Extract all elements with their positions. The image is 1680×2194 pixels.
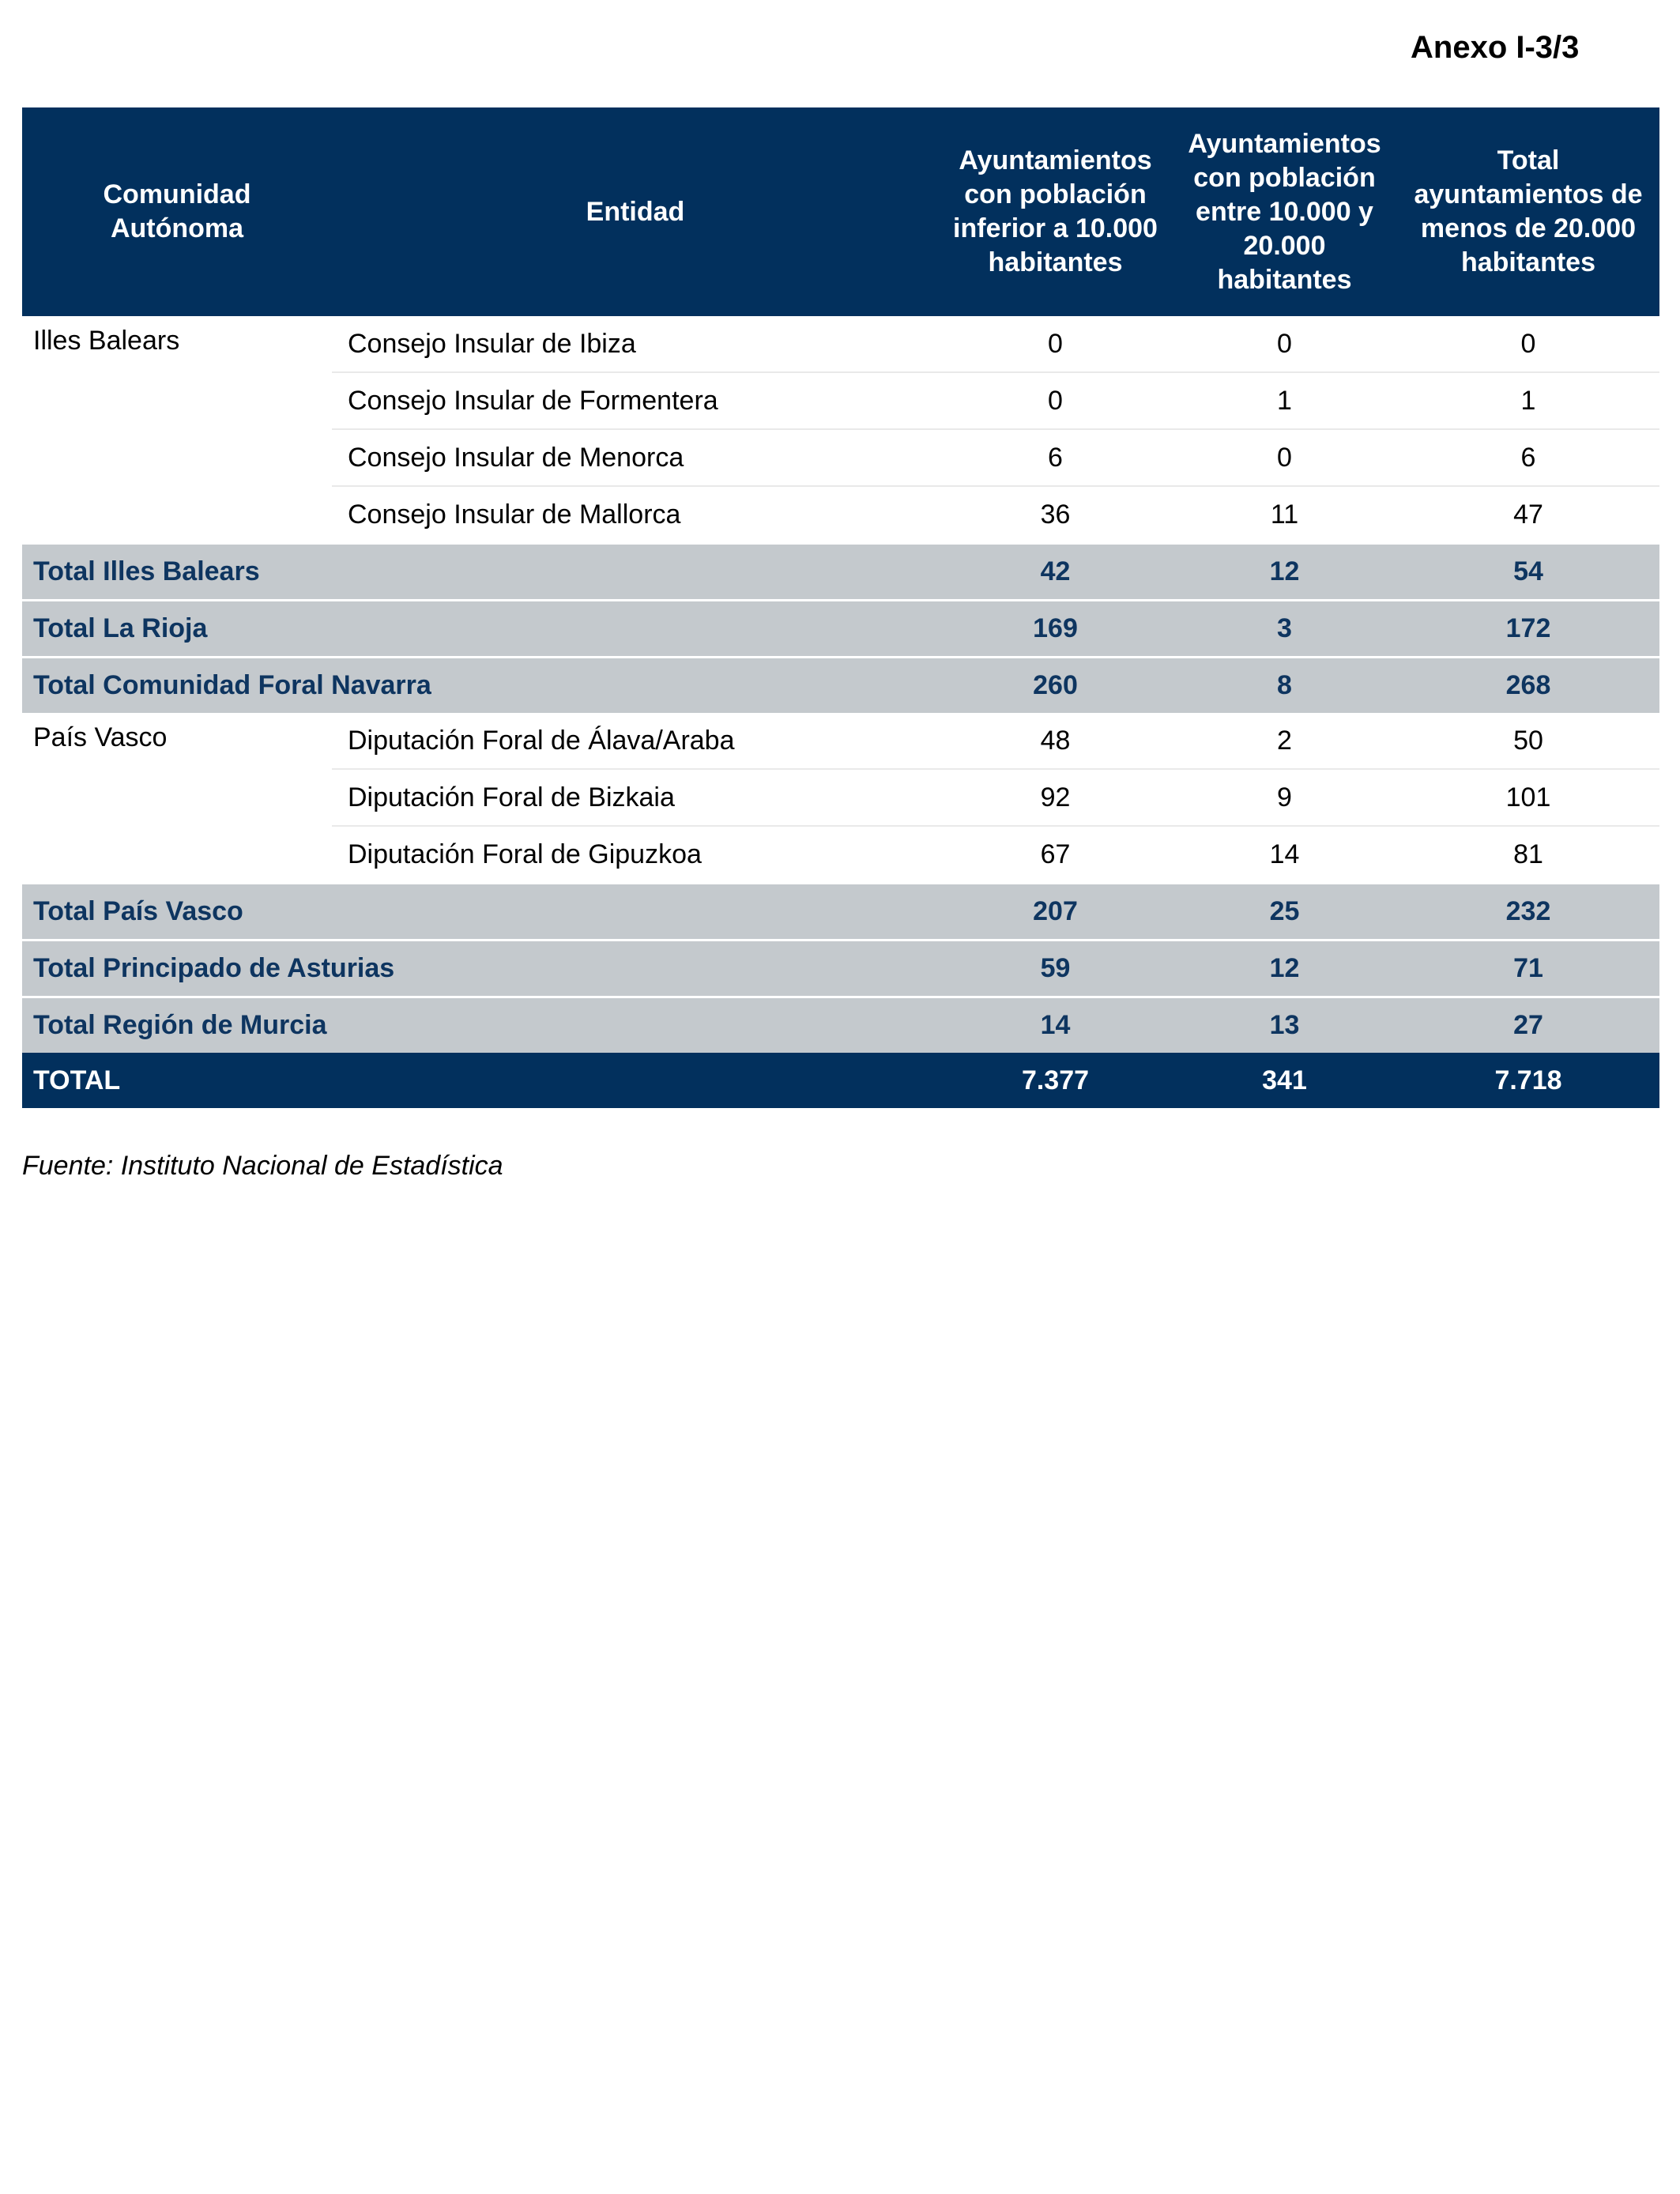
municipalities-table <box>22 107 1659 1108</box>
total-label: Total La Rioja <box>22 601 939 658</box>
total-value: 169 <box>939 601 1172 658</box>
value-cell: 47 <box>1513 499 1543 530</box>
total-row-asturias <box>22 941 1659 997</box>
entity-cell: Consejo Insular de Menorca <box>332 429 939 486</box>
total-value: 260 <box>939 658 1172 714</box>
header-comunidad: Comunidad Autónoma <box>22 107 332 316</box>
grand-total-label: TOTAL <box>22 1053 939 1108</box>
header-total-under-20000: Total ayuntamientos de menos de 20.000 habitantes <box>1397 107 1659 316</box>
header-entidad: Entidad <box>332 107 939 316</box>
total-label: Total Principado de Asturias <box>22 941 939 997</box>
value-cell: 67 <box>1040 839 1071 869</box>
value-cell: 11 <box>1270 499 1299 530</box>
total-value: 207 <box>939 884 1172 941</box>
total-row-pais-vasco <box>22 884 1659 941</box>
table-header-row <box>22 107 1659 316</box>
table-row <box>22 713 1659 769</box>
header-10000-20000: Ayuntamientos con población entre 10.000 y 20.000 habitantes <box>1172 107 1397 316</box>
total-value: 54 <box>1397 544 1659 601</box>
total-label: Total Comunidad Foral Navarra <box>22 658 939 714</box>
total-value: 12 <box>1172 941 1397 997</box>
header-under-10000: Ayuntamientos con población inferior a 10.000 habitantes <box>939 107 1172 316</box>
table-row <box>22 316 1659 372</box>
total-row-la-rioja <box>22 601 1659 658</box>
entity-cell: Diputación Foral de Gipuzkoa <box>348 839 702 869</box>
grand-total-value: 7.718 <box>1397 1053 1659 1108</box>
value-cell: 0 <box>1397 316 1659 372</box>
grand-total-row <box>22 1053 1659 1108</box>
total-value: 268 <box>1397 658 1659 714</box>
total-value: 71 <box>1397 941 1659 997</box>
value-cell: 50 <box>1397 713 1659 769</box>
total-value: 27 <box>1397 997 1659 1054</box>
value-cell: 48 <box>939 713 1172 769</box>
entity-cell: Diputación Foral de Álava/Araba <box>332 713 939 769</box>
total-row-murcia <box>22 997 1659 1054</box>
grand-total-value: 7.377 <box>939 1053 1172 1108</box>
total-value: 25 <box>1172 884 1397 941</box>
value-cell: 1 <box>1172 372 1397 429</box>
value-cell: 92 <box>939 769 1172 826</box>
ca-pais-vasco: País Vasco <box>33 722 168 752</box>
total-value: 14 <box>939 997 1172 1054</box>
total-row-illes-balears <box>22 544 1659 601</box>
total-label: Total Illes Balears <box>22 544 939 601</box>
value-cell: 0 <box>1172 429 1397 486</box>
total-value: 232 <box>1397 884 1659 941</box>
value-cell: 6 <box>1397 429 1659 486</box>
value-cell: 0 <box>1172 316 1397 372</box>
value-cell: 81 <box>1513 839 1543 869</box>
source-note: Fuente: Instituto Nacional de Estadística <box>22 1151 503 1181</box>
value-cell: 1 <box>1397 372 1659 429</box>
entity-cell: Consejo Insular de Formentera <box>332 372 939 429</box>
value-cell: 6 <box>939 429 1172 486</box>
total-value: 13 <box>1172 997 1397 1054</box>
total-value: 3 <box>1172 601 1397 658</box>
value-cell: 9 <box>1172 769 1397 826</box>
total-value: 172 <box>1397 601 1659 658</box>
total-value: 12 <box>1172 544 1397 601</box>
grand-total-value: 341 <box>1172 1053 1397 1108</box>
entity-cell: Consejo Insular de Mallorca <box>348 499 681 530</box>
value-cell: 101 <box>1397 769 1659 826</box>
value-cell: 0 <box>939 372 1172 429</box>
ca-illes-balears: Illes Balears <box>33 326 180 356</box>
total-value: 42 <box>939 544 1172 601</box>
total-label: Total Región de Murcia <box>22 997 939 1054</box>
entity-cell: Diputación Foral de Bizkaia <box>332 769 939 826</box>
value-cell: 0 <box>939 316 1172 372</box>
total-value: 8 <box>1172 658 1397 714</box>
total-label: Total País Vasco <box>22 884 939 941</box>
entity-cell: Consejo Insular de Ibiza <box>332 316 939 372</box>
annex-title: Anexo I-3/3 <box>1411 30 1580 65</box>
total-row-navarra <box>22 658 1659 714</box>
value-cell: 36 <box>1040 499 1071 530</box>
total-value: 59 <box>939 941 1172 997</box>
value-cell: 2 <box>1172 713 1397 769</box>
value-cell: 14 <box>1269 839 1300 869</box>
